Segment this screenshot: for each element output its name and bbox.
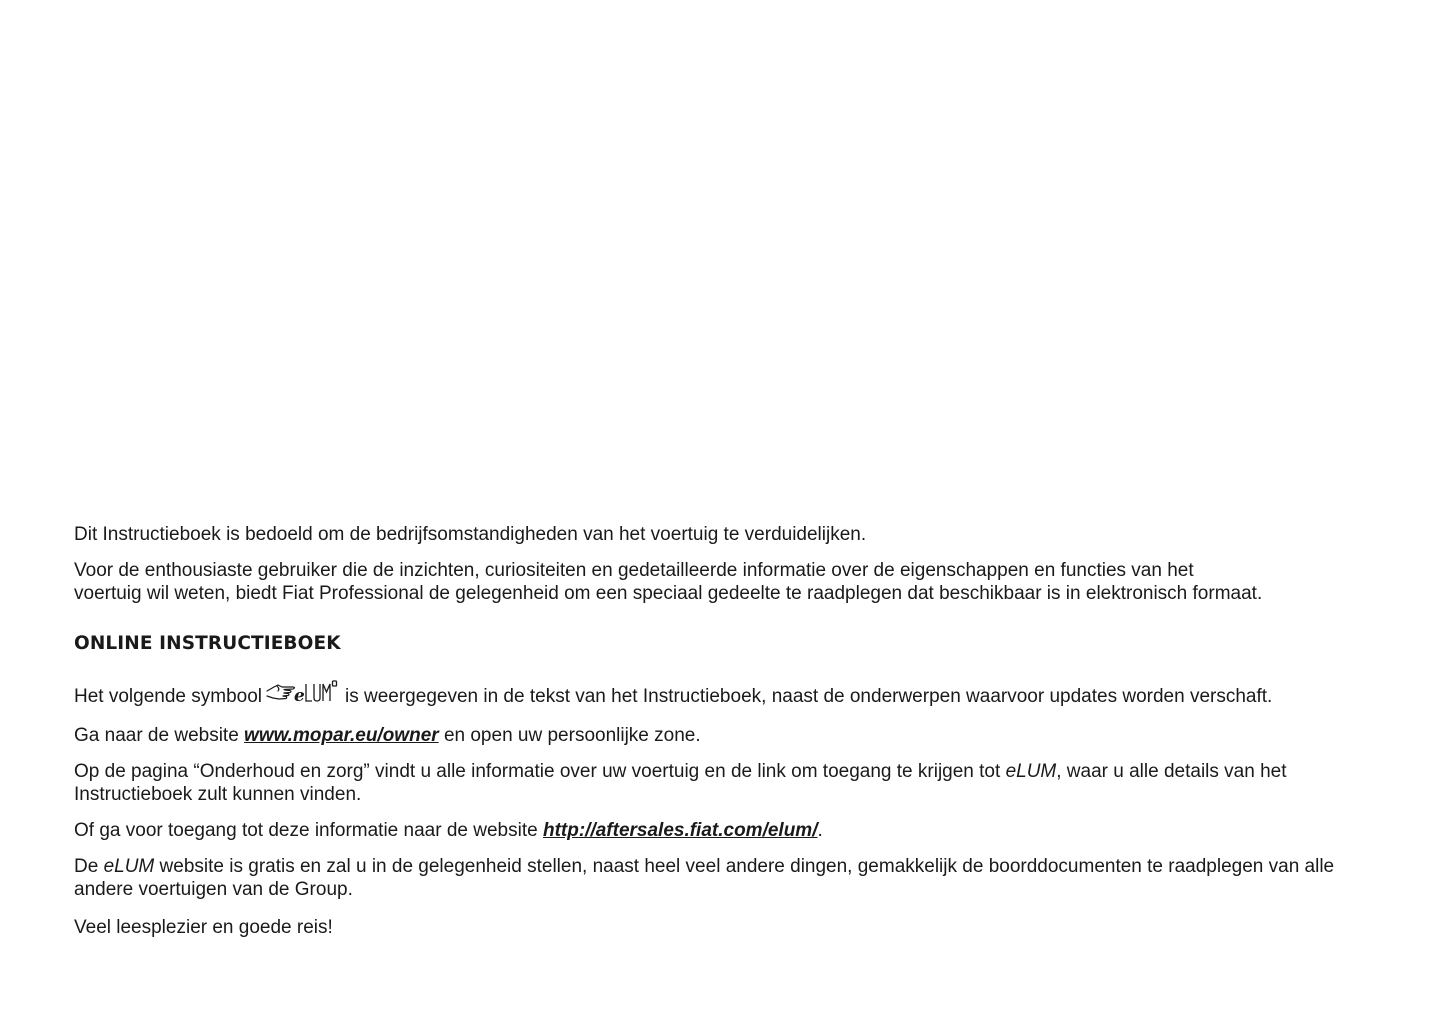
- closing-paragraph: Veel leesplezier en goede reis!: [74, 917, 333, 938]
- elum-de-text: De: [74, 856, 99, 877]
- elum-website-paragraph: [74, 855, 1374, 901]
- symbol-paragraph: [74, 679, 1374, 711]
- maintenance-pre-text: Op de pagina “Onderhoud en zorg” vindt u alle informatie over uw voertuig en de link om toegang te krijgen tot: [74, 761, 1001, 782]
- symbol-intro-text: Het volgende symbool: [74, 686, 262, 707]
- enthusiast-paragraph: [74, 559, 1374, 605]
- symbol-rest-text: is weergegeven in de tekst van het Instructieboek, naast de onderwerpen waarvoor updates worden verschaft.: [345, 686, 1273, 707]
- svg-text:e: e: [294, 686, 305, 705]
- aftersales-post-text: .: [817, 820, 823, 841]
- enthusiast-line-2: voertuig wil weten, biedt Fiat Professional de gelegenheid om een speciaal gedeelte te raadplegen dat beschikbaar is in elektronisch formaat.: [74, 583, 1263, 604]
- aftersales-elum-link[interactable]: http://aftersales.fiat.com/elum/: [542, 820, 818, 841]
- maintenance-post-line-1: , waar u alle details van het: [1056, 761, 1287, 782]
- elum-term: eLUM: [1005, 761, 1057, 782]
- elum-word: eLUM: [103, 856, 155, 877]
- section-heading: ONLINE INSTRUCTIEBOEK: [74, 633, 341, 654]
- hand-pointer-elum-icon: [265, 679, 339, 711]
- maintenance-post-line-2: Instructieboek zult kunnen vinden.: [74, 784, 362, 805]
- elum-rest-line-1: website is gratis en zal u in de gelegenheid stellen, naast heel veel andere dingen, gemakkelijk de boorddocumenten te raadplegen van alle: [159, 856, 1335, 877]
- document-body: [74, 523, 1374, 939]
- aftersales-paragraph: [74, 819, 1374, 842]
- website-paragraph: [74, 724, 1374, 747]
- website-pre-text: Ga naar de website: [74, 725, 239, 746]
- elum-rest-line-2: andere voertuigen van de Group.: [74, 879, 353, 900]
- maintenance-paragraph: [74, 760, 1374, 806]
- intro-paragraph: Dit Instructieboek is bedoeld om de bedrijfsomstandigheden van het voertuig te verduidelijken.: [74, 524, 867, 545]
- website-post-text: en open uw persoonlijke zone.: [443, 725, 701, 746]
- aftersales-pre-text: Of ga voor toegang tot deze informatie naar de website: [74, 820, 538, 841]
- enthusiast-line-1: Voor de enthousiaste gebruiker die de inzichten, curiositeiten en gedetailleerde informatie over de eigenschappen en functies van het: [74, 560, 1194, 581]
- mopar-owner-link[interactable]: www.mopar.eu/owner: [244, 725, 439, 746]
